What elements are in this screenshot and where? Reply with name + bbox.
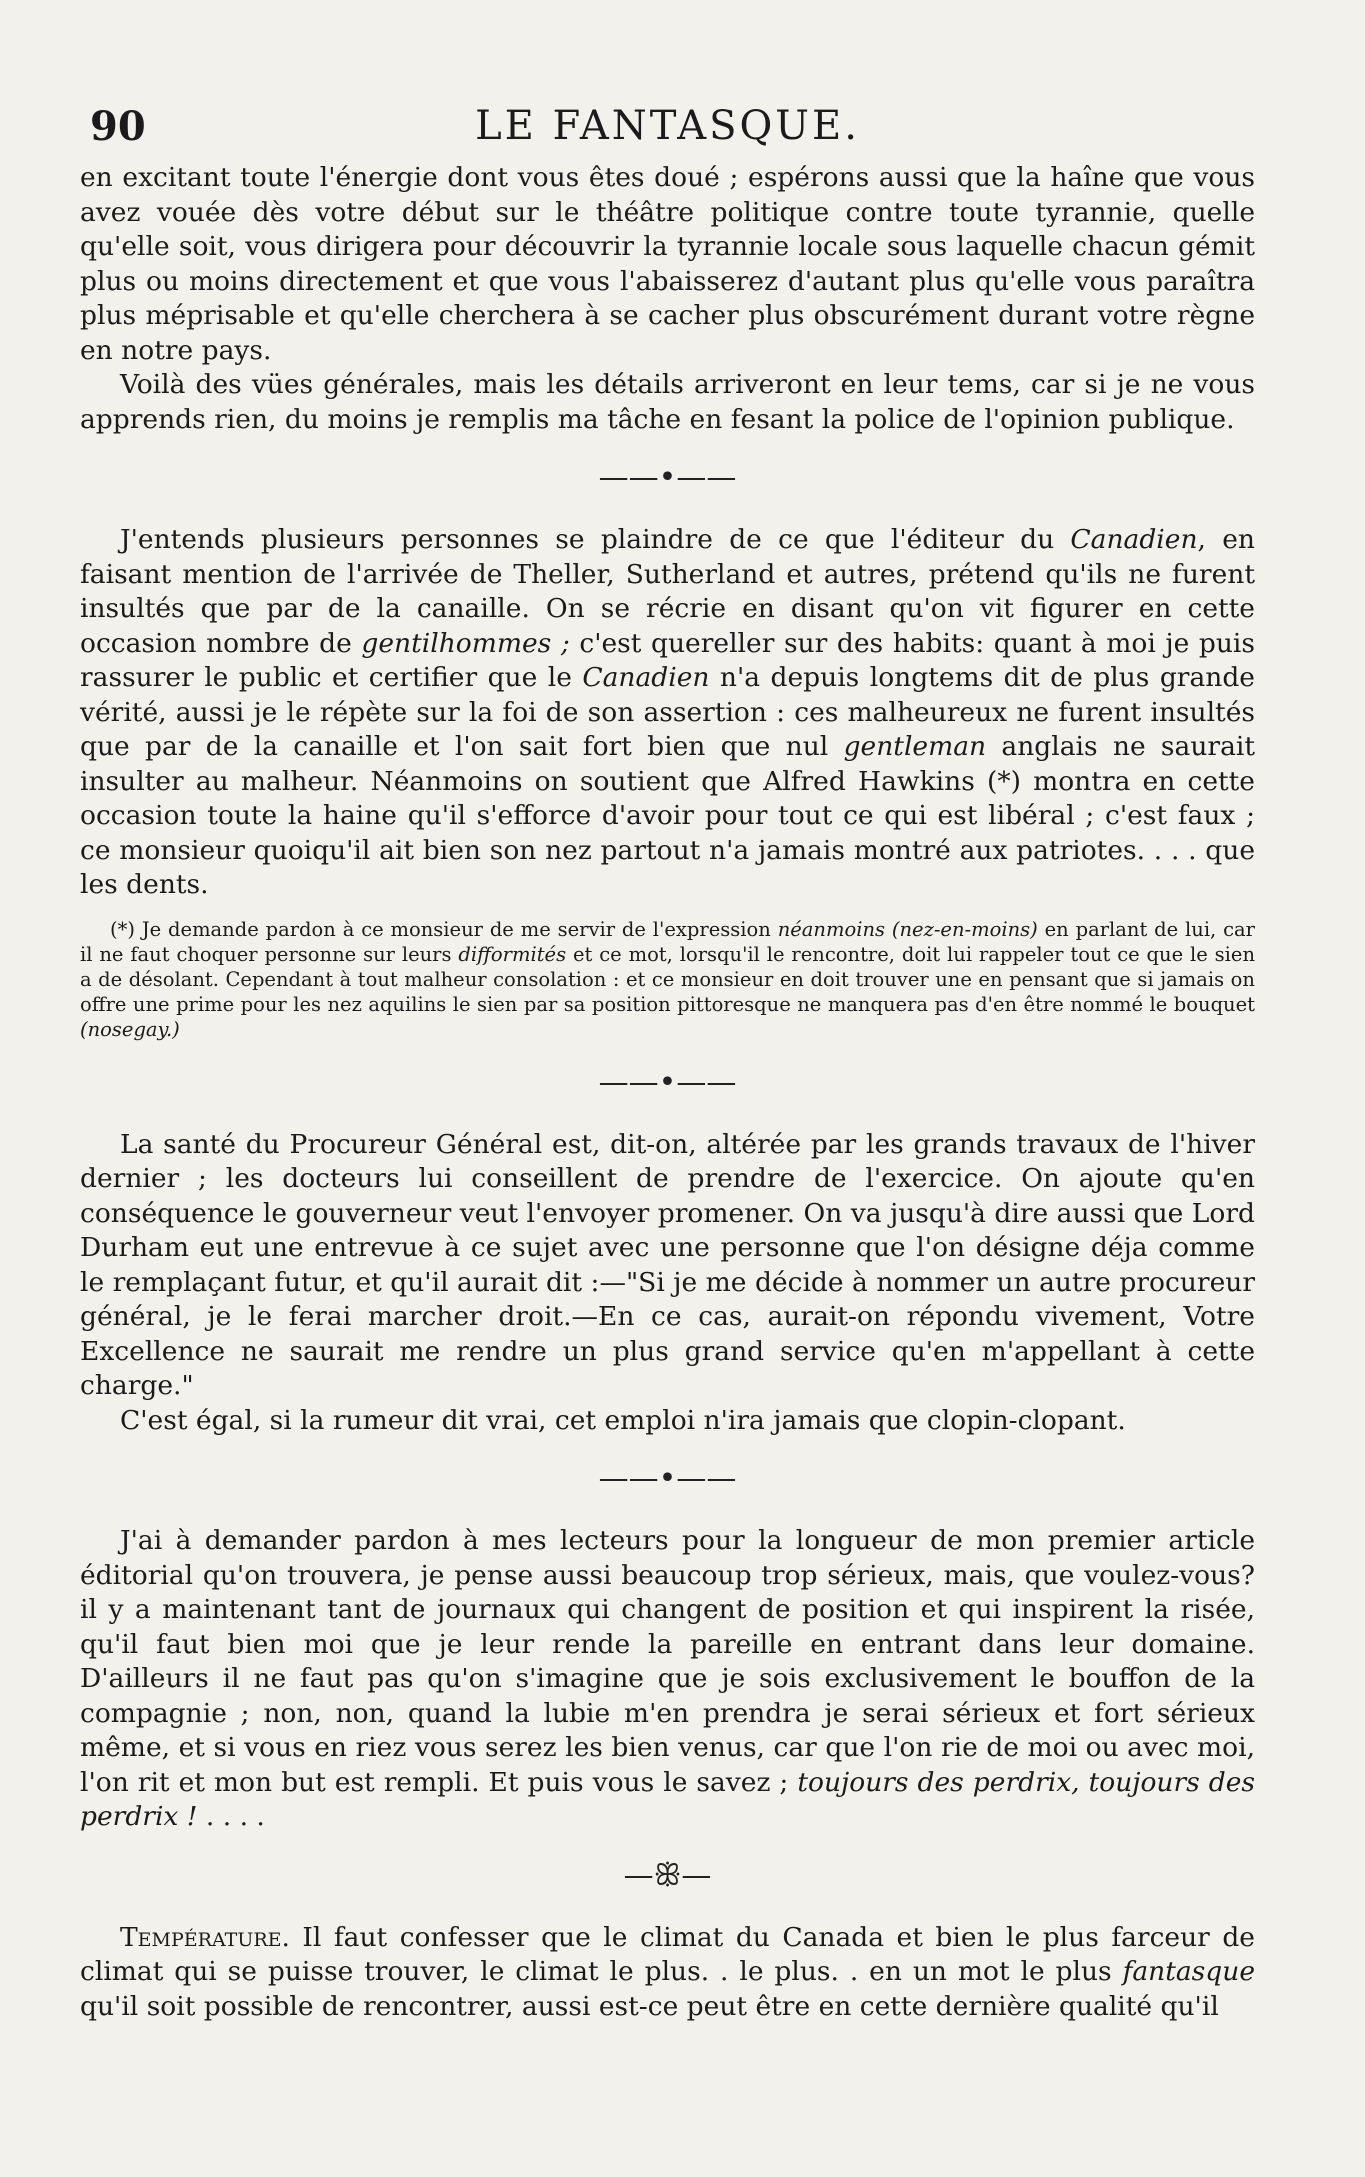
ornament-divider: —ꕥ— xyxy=(623,1857,712,1893)
italic-run: (nosegay.) xyxy=(80,1017,180,1041)
text-run: c'est quereller sur des habits: quant à moi je puis rassurer le public et certifier que le xyxy=(80,627,1255,693)
text-run: et ce mot, lorsqu'il le rencontre, doit lui rappeler tout ce que le sien a de désolant. Cependant à tout malheur consolation : et ce monsieur en doit trouver une en pensant que si jamais on offre une prime pour les nez aquilins le sien par sa position pittoresque ne manquera pas d'en être nommé le bouquet xyxy=(80,942,1256,1016)
paragraph-2: Voilà des vües générales, mais les détails arriveront en leur tems, car si je ne vous apprends rien, du moins je remplis ma tâche en fesant la police de l'opinion publique. xyxy=(80,369,1255,435)
paragraph-6 xyxy=(80,1524,1255,1835)
paragraph-5: C'est égal, si la rumeur dit vrai, cet emploi n'ira jamais que clopin-clopant. xyxy=(120,1404,1126,1436)
text-run: Il faut confesser que le climat du Canada et bien le plus farceur de climat qui se puisse trouver, le climat le plus. . le plus. . en un mot le plus xyxy=(80,1921,1255,1987)
italic-run: fantasque xyxy=(1122,1956,1255,1987)
italic-run: Canadien xyxy=(582,662,710,693)
text-run: , en faisant mention de l'arrivée de Theller, Sutherland et autres, prétend qu'ils ne furent insultés que par de la canaille. On se récrie en disant qu'on vit figurer en cette occasion nombre de xyxy=(80,524,1255,659)
text-run: anglais ne saurait insulter au malheur. Néanmoins on soutient que Alfred Hawkins (*) montra en cette occasion toute la haine qu'il s'efforce d'avoir pour tout ce qui est libéral ; c'est faux ; ce monsieur quoiqu'il ait bien son nez partout n'a jamais montré aux patriotes. . . . que les dents. xyxy=(80,731,1255,900)
text-run: (*) Je demande pardon à ce monsieur de me servir de l'expression xyxy=(110,917,778,941)
text-run: J'entends plusieurs personnes se plaindre de ce que l'éditeur du xyxy=(120,524,1071,555)
paragraph-7 xyxy=(80,1921,1255,2025)
section-divider: ——•—— xyxy=(598,1461,737,1496)
text-run: . . . . xyxy=(197,1801,265,1832)
paragraph-4: La santé du Procureur Général est, dit-on, altérée par les grands travaux de l'hiver dernier ; les docteurs lui conseillent de prendre de l'exercice. On ajoute qu'en conséquence le gouverneur veut l'envoyer promener. On va jusqu'à dire aussi que Lord Durham eut une entrevue à ce sujet avec une personne que l'on désigne déja comme le remplaçant futur, et qu'il aurait dit :—"Si je me décide à nommer un autre procureur général, je le ferai marcher droit.—En ce cas, aurait-on répondu vivement, Votre Excellence ne saurait me rendre un plus grand service qu'en m'appellant à cette charge." xyxy=(80,1128,1255,1401)
text-run: n'a depuis longtems dit de plus grande vérité, aussi je le répète sur la foi de son assertion : ces malheureux ne furent insultés que par de la canaille et l'on sait fort bien que nul xyxy=(80,662,1255,762)
text-run: en parlant de lui, car il ne faut choquer personne sur leurs xyxy=(80,917,1255,966)
text-run: J'ai à demander pardon à mes lecteurs pour la longueur de mon premier article éditorial qu'on trouvera, je pense aussi beaucoup trop sérieux, mais, que voulez-vous? il y a maintenant tant de journaux qui changent de position et qui inspirent la risée, qu'il faut bien moi que je leur rende la pareille en entrant dans leur domaine. D'ailleurs il ne faut pas qu'on s'imagine que je sois exclusivement le bouffon de la compagnie ; non, non, quand la lubie m'en prendra je serai sérieux et fort sérieux même, et si vous en riez vous serez les bien venus, car que l'on rie de moi ou avec moi, l'on rit et mon but est rempli. Et puis vous le savez ; xyxy=(80,1525,1255,1798)
italic-run: Canadien xyxy=(1070,524,1198,555)
section-heading: Température. xyxy=(120,1921,290,1953)
page-number: 90 xyxy=(90,103,146,150)
running-title: LE FANTASQUE. xyxy=(475,103,860,149)
text-run: qu'il soit possible de rencontrer, aussi est-ce peut être en cette dernière qualité qu'il xyxy=(80,1990,1219,2022)
italic-run: toujours des perdrix, toujours des perdrix ! xyxy=(80,1766,1256,1832)
footnote xyxy=(80,917,1255,1042)
italic-run: difformités xyxy=(458,942,567,966)
section-divider: ——•—— xyxy=(598,460,737,495)
newspaper-page xyxy=(80,95,1255,2024)
italic-run: néanmoins (nez-en-moins) xyxy=(777,917,1038,941)
section-divider: ——•—— xyxy=(598,1064,737,1100)
paragraph-3 xyxy=(80,523,1255,903)
paragraph-1: en excitant toute l'énergie dont vous êtes doué ; espérons aussi que la haîne que vous avez vouée dès votre début sur le théâtre politique contre toute tyrannie, quelle qu'elle soit, vous dirigera pour découvrir la tyrannie locale sous laquelle chacun gémit plus ou moins directement et que vous l'abaisserez d'autant plus qu'elle vous paraîtra plus méprisable et qu'elle cherchera à se cacher plus obscurément durant votre règne en notre pays. xyxy=(80,162,1255,366)
italic-run: gentleman xyxy=(843,731,987,762)
page-header xyxy=(80,95,1255,155)
italic-run: gentilhommes ; xyxy=(361,627,570,659)
